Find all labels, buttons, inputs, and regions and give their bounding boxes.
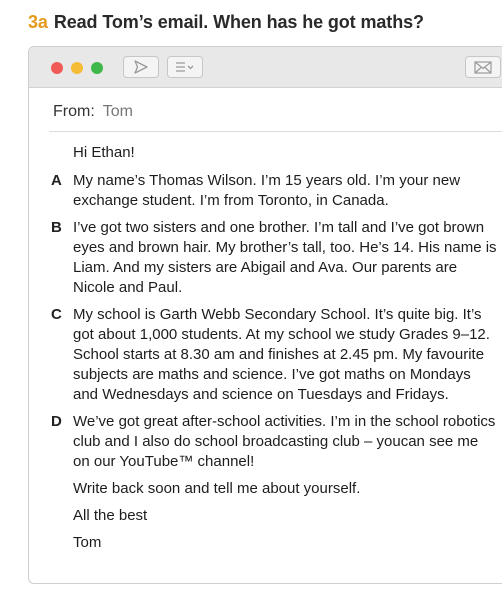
paragraph-text: I’ve got two sisters and one brother. I’m tall and I’ve got brown eyes and brown hair. My brother’s tall, too. He’s 14. His name is Liam. And my sisters are Abigail and Ava. Our parents are Nicole and Paul. — [73, 219, 497, 296]
paragraph-b — [29, 218, 499, 298]
minimize-dot-icon[interactable] — [71, 62, 83, 74]
exercise-heading — [28, 12, 424, 33]
menu-icon — [174, 61, 196, 73]
from-value: Tom — [102, 103, 134, 120]
email-window — [28, 46, 502, 584]
paragraph-a — [29, 171, 499, 211]
send-icon — [133, 60, 149, 74]
paragraph-letter: C — [51, 306, 62, 323]
paragraph-text: My school is Garth Webb Secondary School. It’s quite big. It’s got about 1,000 students. At my school we study Grades 9–12. School starts at 8.30 am and finishes at 2.45 pm. My favourite subjects are maths and science. I’ve got maths on Mondays and Wednesdays and science on Tuesdays and Fridays. — [73, 306, 490, 403]
paragraph-letter: A — [51, 172, 62, 189]
close-dot-icon[interactable] — [51, 62, 63, 74]
mail-icon — [474, 61, 492, 74]
paragraph-letter: B — [51, 219, 62, 236]
paragraph-d — [29, 412, 499, 472]
email-greeting: Hi Ethan! — [73, 144, 135, 161]
from-label: From: — [53, 103, 95, 120]
paragraph-text: We’ve got great after-school activities. I’m in the school robotics club and I also do school broadcasting club – youcan see me on our YouTube™ channel! — [73, 413, 496, 470]
signature: Tom — [73, 534, 102, 551]
header-divider — [49, 131, 502, 132]
maximize-dot-icon[interactable] — [91, 62, 103, 74]
paragraph-text: My name’s Thomas Wilson. I’m 15 years old. I’m your new exchange student. I’m from Toronto, in Canada. — [73, 172, 461, 209]
format-menu-button[interactable] — [167, 56, 203, 78]
email-body — [29, 143, 499, 560]
email-toolbar — [29, 47, 502, 88]
closing-line: Write back soon and tell me about yourself. — [73, 480, 361, 497]
paragraph-c — [29, 305, 499, 405]
from-row — [53, 103, 133, 121]
paragraph-letter: D — [51, 413, 62, 430]
exercise-instruction: Read Tom’s email. When has he got maths? — [53, 12, 424, 32]
sign-off: All the best — [73, 507, 148, 524]
exercise-number: 3a — [28, 12, 48, 32]
send-button[interactable] — [123, 56, 159, 78]
mail-button[interactable] — [465, 56, 501, 78]
